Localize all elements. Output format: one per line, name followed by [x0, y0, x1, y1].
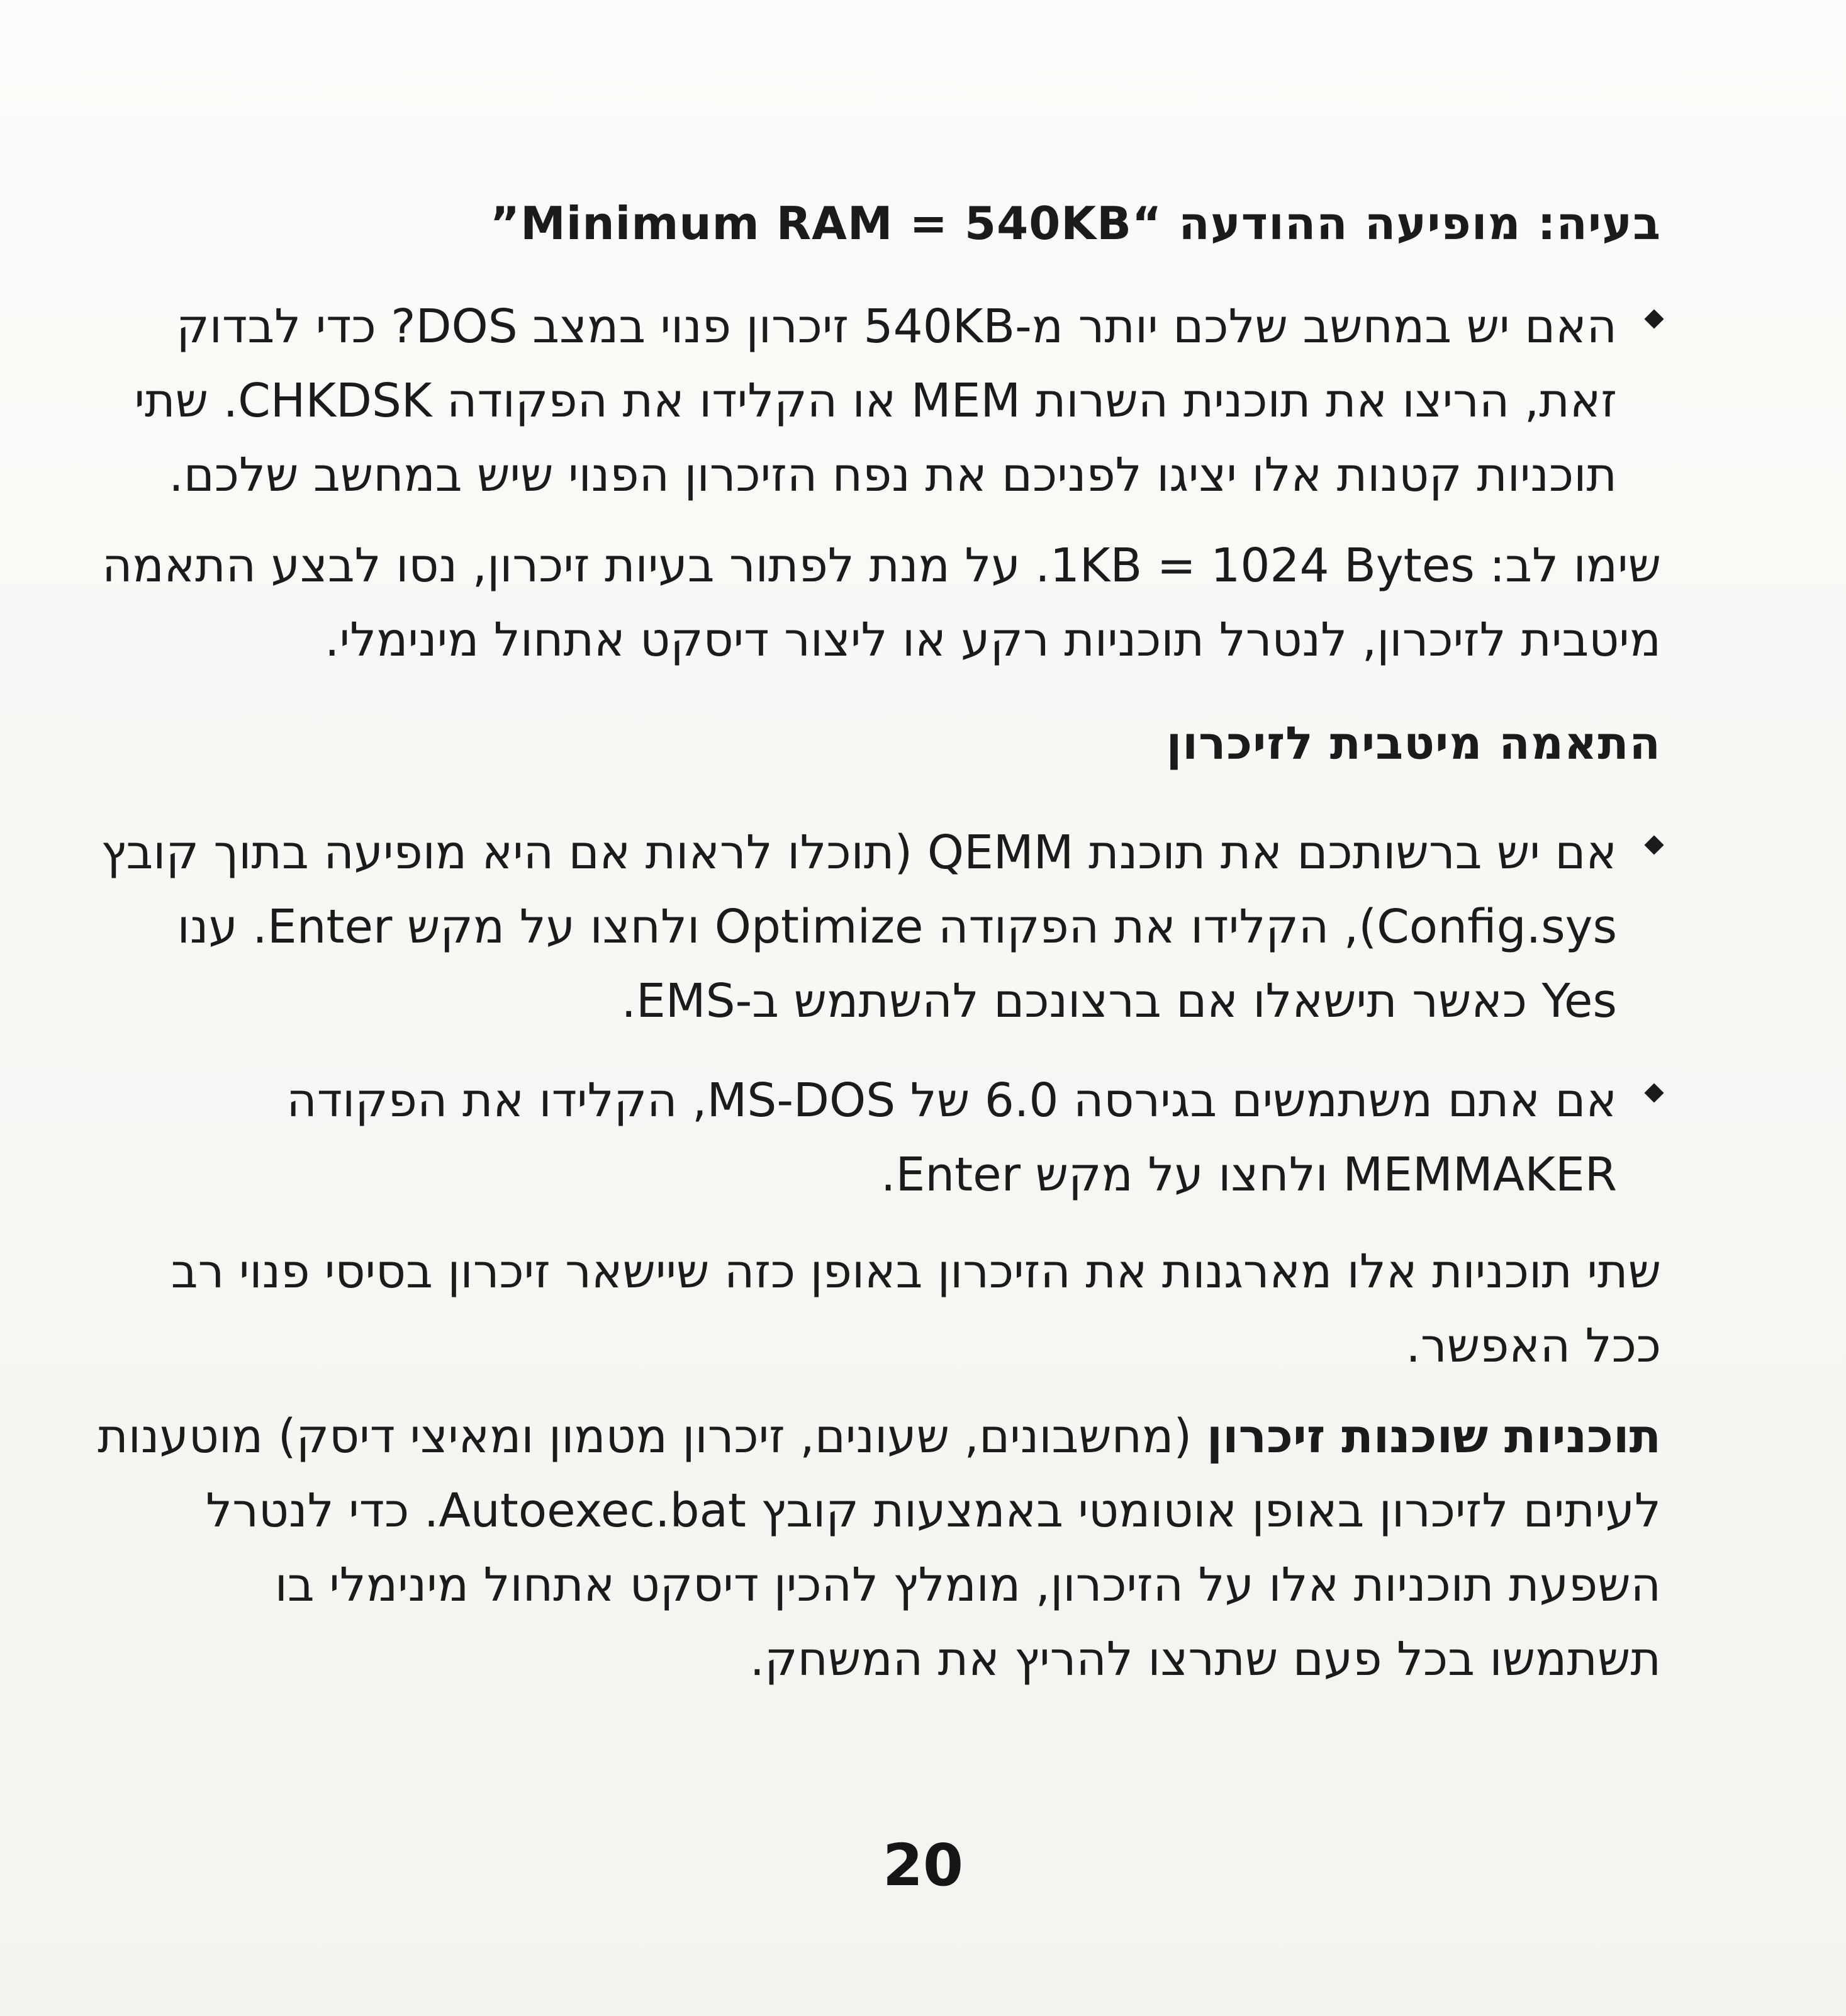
- tsr-term: תוכניות שוכנות זיכרון: [1206, 1409, 1661, 1464]
- bullet-text-memmaker: אם אתם משתמשים בגירסה 6.0 של MS-DOS, הקלידו את הפקודה MEMMAKER ולחצו על מקש Enter.: [286, 1073, 1617, 1202]
- optimal-memory-heading: התאמה מיטבית לזיכרון: [1166, 717, 1661, 770]
- organize-paragraph: שתי תוכניות אלו מארגנות את הזיכרון באופן כזה שיישאר זיכרון בסיסי פנוי רב ככל האפשר.: [171, 1245, 1661, 1373]
- bullet-item-memmaker: [94, 1063, 1661, 1212]
- tsr-paragraph: [94, 1399, 1661, 1696]
- diamond-bullet-icon: [1644, 1083, 1664, 1102]
- bullet-item-check-memory: [94, 289, 1661, 512]
- tsr-description: (מחשבונים, שעונים, זיכרון מטמון ומאיצי דיסק) מוטענות לעיתים לזיכרון באופן אוטומטי באמצעות קובץ Autoexec.bat. כדי לנטרל השפעת תוכניות אלו על הזיכרון, מומלץ להכין דיסקט אתחול מינימלי בו תשתמשו בכל פעם שתרצו להריץ את המשחק.: [98, 1409, 1661, 1686]
- problem-heading: בעיה: מופיעה ההודעה “Minimum RAM = 540KB”: [489, 197, 1661, 250]
- diamond-bullet-icon: [1644, 835, 1664, 854]
- diamond-bullet-icon: [1644, 309, 1664, 328]
- bullet-item-qemm: [94, 815, 1661, 1038]
- bullet-text-check-memory: האם יש במחשב שלכם יותר מ-540KB זיכרון פנוי במצב DOS? כדי לבדוק זאת, הריצו את תוכנית השרות MEM או הקלידו את הפקודה CHKDSK. שתי תוכניות קטנות אלו יציגו לפניכם את נפח הזיכרון הפנוי שיש במחשב שלכם.: [134, 300, 1617, 502]
- bullet-text-qemm: אם יש ברשותכם את תוכנת QEMM (תוכלו לראות אם היא מופיעה בתוך קובץ Config.sys), הקלידו את הפקודה Optimize ולחצו על מקש Enter. ענו Yes כאשר תישאלו אם ברצונכם להשתמש ב-EMS.: [101, 826, 1617, 1028]
- page-number: 20: [882, 1832, 964, 1899]
- note-paragraph: שימו לב: 1KB = 1024 Bytes. על מנת לפתור בעיות זיכרון, נסו לבצע התאמה מיטבית לזיכרון, לנטרל תוכניות רקע או ליצור דיסקט אתחול מינימלי.: [102, 539, 1661, 667]
- page-content: [94, 189, 1661, 1696]
